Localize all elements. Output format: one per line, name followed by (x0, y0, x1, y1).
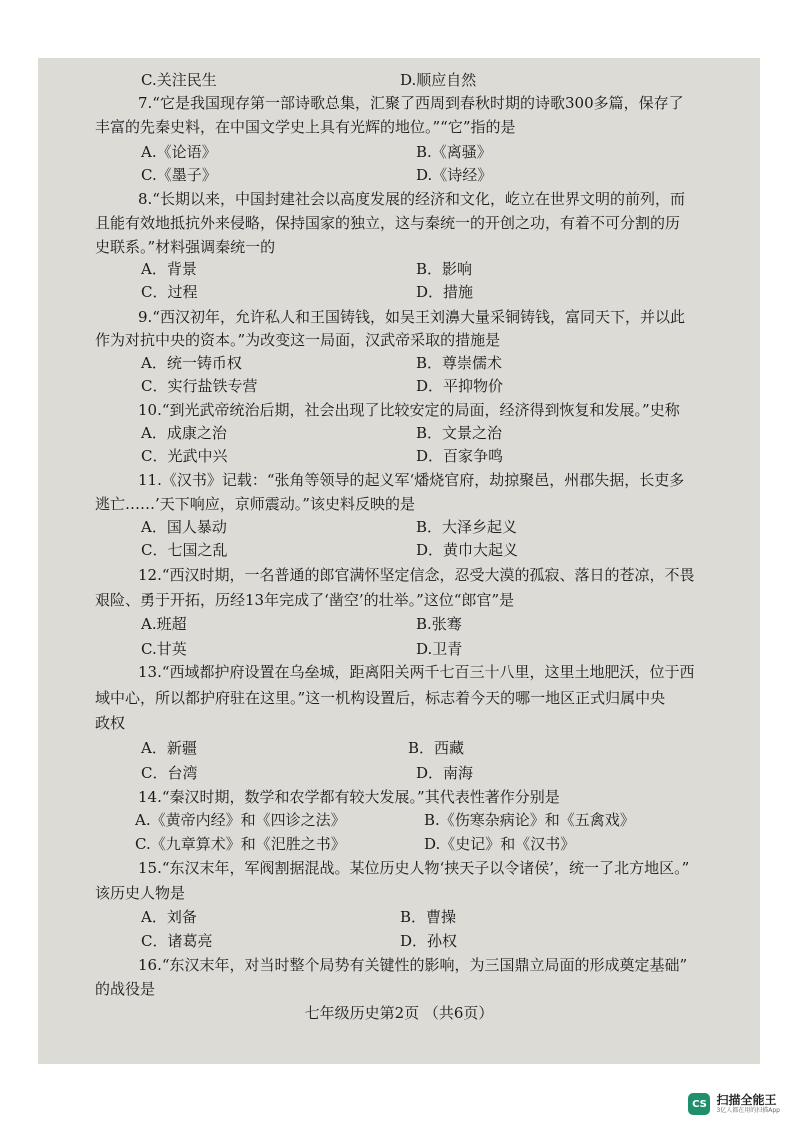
q9-option-a: A．统一铸币权 (141, 354, 242, 372)
q6-option-d: D.顺应自然 (400, 71, 477, 89)
q14-text: 14.“秦汉时期，数学和农学都有较大发展。”其代表性著作分别是 (138, 788, 560, 806)
q14-option-c: C.《九章算术》和《汜胜之书》 (135, 835, 346, 853)
q8-option-a: A．背景 (141, 260, 197, 278)
q15-option-a: A．刘备 (141, 908, 197, 926)
q8-option-c: C．过程 (141, 283, 198, 301)
q8-option-d: D．措施 (416, 283, 474, 301)
q15-text-line2: 该历史人物是 (95, 884, 186, 902)
q13-option-b: B．西藏 (408, 739, 465, 757)
q15-option-c: C．诸葛亮 (141, 932, 213, 950)
q7-option-b: B.《离骚》 (416, 143, 492, 161)
q13-option-c: C．台湾 (141, 764, 198, 782)
q7-text-line1: 7.“它是我国现存第一部诗歌总集，汇聚了西周到春秋时期的诗歌300多篇，保存了 (138, 94, 684, 112)
q13-text-line3: 政权 (95, 714, 126, 732)
q12-option-a: A.班超 (141, 615, 187, 633)
q12-option-c: C.甘英 (141, 640, 187, 658)
q11-text-line1: 11.《汉书》记载：“张角等领导的起义军‘燔烧官府，劫掠聚邑，州郡失据，长吏多 (138, 471, 685, 489)
q13-option-d: D．南海 (416, 764, 474, 782)
q10-option-b: B．文景之治 (416, 424, 503, 442)
q13-text-line1: 13.“西域都护府设置在乌垒城，距离阳关两千七百三十八里，这里土地肥沃，位于西 (138, 663, 695, 681)
q16-text-line2: 的战役是 (95, 980, 156, 998)
q11-option-d: D．黄巾大起义 (416, 541, 519, 559)
q15-text-line1: 15.“东汉末年，军阀割据混战。某位历史人物‘挟天子以令诸侯’，统一了北方地区。” (138, 859, 690, 877)
watermark-tagline: 3亿人都在用的扫描App (716, 1107, 780, 1114)
q7-option-c: C.《墨子》 (141, 166, 217, 184)
q9-option-b: B．尊崇儒术 (416, 354, 503, 372)
q10-option-a: A．成康之治 (141, 424, 227, 442)
q10-option-c: C．光武中兴 (141, 447, 228, 465)
page-footer: 七年级历史第2页 （共6页） (304, 1004, 494, 1022)
q15-option-b: B．曹操 (400, 908, 457, 926)
q14-option-d: D.《史记》和《汉书》 (424, 835, 576, 853)
q7-option-d: D.《诗经》 (416, 166, 493, 184)
q8-text-line3: 史联系。”材料强调秦统一的 (95, 238, 276, 256)
q12-text-line2: 艰险、勇于开拓，历经13年完成了‘凿空’的壮举。”这位“郎官”是 (95, 591, 515, 609)
q6-option-c: C.关注民生 (141, 71, 217, 89)
q9-option-c: C．实行盐铁专营 (141, 377, 258, 395)
q9-text-line2: 作为对抗中央的资本。”为改变这一局面，汉武帝采取的措施是 (95, 331, 501, 349)
camscanner-logo-icon: CS (688, 1093, 710, 1115)
q11-option-c: C．七国之乱 (141, 541, 228, 559)
q13-text-line2: 域中心，所以都护府驻在这里。”这一机构设置后，标志着今天的哪一地区正式归属中央 (95, 689, 666, 707)
q9-option-d: D．平抑物价 (416, 377, 504, 395)
q10-option-d: D．百家争鸣 (416, 447, 504, 465)
scanned-page (38, 58, 760, 1064)
q7-text-line2: 丰富的先秦史料，在中国文学史上具有光辉的地位。”“它”指的是 (95, 118, 516, 136)
watermark-name: 扫描全能王 (716, 1093, 777, 1107)
q15-option-d: D．孙权 (400, 932, 458, 950)
q7-option-a: A.《论语》 (141, 143, 217, 161)
q8-text-line2: 且能有效地抵抗外来侵略，保持国家的独立，这与秦统一的开创之功，有着不可分割的历 (95, 214, 681, 232)
q8-option-b: B．影响 (416, 260, 473, 278)
q9-text-line1: 9.“西汉初年，允许私人和王国铸钱，如吴王刘濞大量采铜铸钱，富同天下，并以此 (138, 308, 685, 326)
q14-option-a: A.《黄帝内经》和《四诊之法》 (135, 811, 346, 829)
q14-option-b: B.《伤寒杂病论》和《五禽戏》 (424, 811, 635, 829)
q10-text: 10.“到光武帝统治后期，社会出现了比较安定的局面，经济得到恢复和发展。”史称 (138, 401, 680, 419)
q8-text-line1: 8.“长期以来，中国封建社会以高度发展的经济和文化，屹立在世界文明的前列，而 (138, 190, 685, 208)
q12-text-line1: 12.“西汉时期，一名普通的郎官满怀坚定信念，忍受大漠的孤寂、落日的苍凉，不畏 (138, 566, 695, 584)
q12-option-d: D.卫青 (416, 640, 463, 658)
scanner-watermark (688, 1093, 780, 1115)
q13-option-a: A．新疆 (141, 739, 197, 757)
q11-option-a: A．国人暴动 (141, 518, 227, 536)
q16-text-line1: 16.“东汉末年，对当时整个局势有关键性的影响，为三国鼎立局面的形成奠定基础” (138, 956, 688, 974)
q11-text-line2: 逃亡……’天下响应，京师震动。”该史料反映的是 (95, 495, 415, 513)
q12-option-b: B.张骞 (416, 615, 462, 633)
q11-option-b: B．大泽乡起义 (416, 518, 518, 536)
